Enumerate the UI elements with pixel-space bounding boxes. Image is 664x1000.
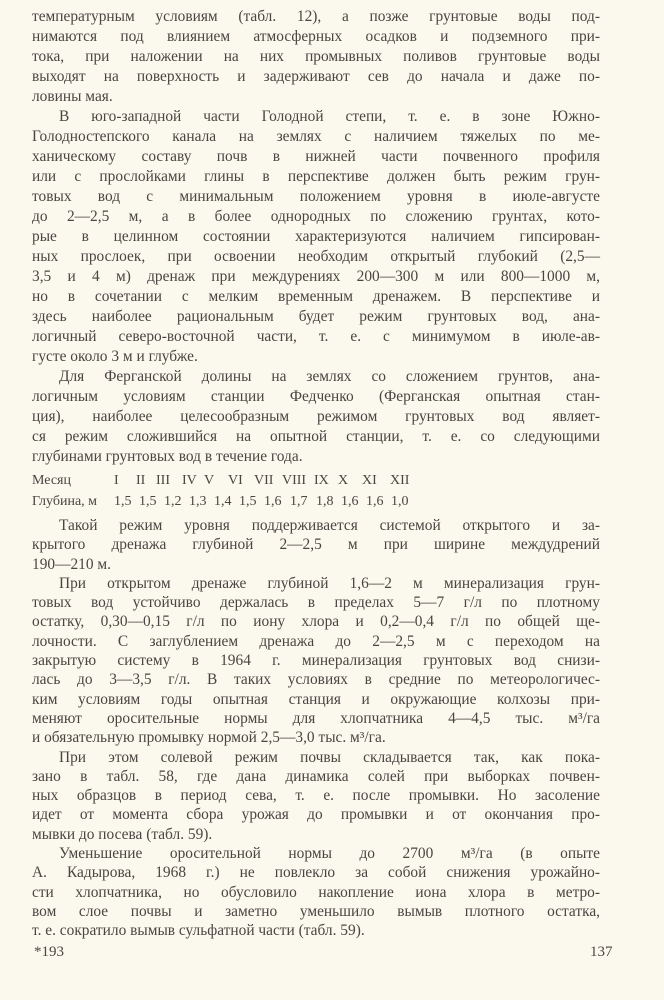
text-line: 3,5 и 4 м) дренаж при междурениях 200—300 м или 800—1000 м, <box>32 268 600 285</box>
page-number: 137 <box>590 944 613 960</box>
text-line: лась до 3—3,5 г/л. В таких условиях в средние по метеорологичес- <box>32 671 600 689</box>
depth-cell: 1,0 <box>391 494 409 509</box>
text-line: логичным условиям станции Федченко (Ферганская опытная стан- <box>32 388 600 405</box>
text-line: идет от момента сбора урожая до промывки и от окончания про- <box>32 806 600 824</box>
text-line: товых вод устойчиво держалась в пределах 5—7 г/л по плотному <box>32 594 600 612</box>
text-line: В юго-западной части Голодной степи, т. е. в зоне Южно- <box>59 108 600 125</box>
text-line: А. Кадырова, 1968 г.) не повлекло за собой снижения урожайно- <box>32 864 600 882</box>
text-line: тока, при наложении на них промывных поливов грунтовые воды <box>32 48 600 65</box>
month-cell: XI <box>362 473 377 488</box>
text-line: вом слое почвы и заметно уменьшило вымыв плотного остатка, <box>32 902 600 920</box>
text-line: зано в табл. 58, где дана динамика солей при выборках почвен- <box>32 767 600 785</box>
text-line: до 2—2,5 м, а в более однородных по сложению грунтах, кото- <box>32 208 600 225</box>
depth-cell: 1,6 <box>341 494 359 509</box>
text-line: товых вод с минимальным положением уровня в июле-августе <box>32 188 600 205</box>
text-line: крытого дренажа глубиной 2—2,5 м при ширине междудрений <box>32 536 600 554</box>
text-line: нимаются под влиянием атмосферных осадков и подземного при- <box>32 28 600 45</box>
text-line: остатку, 0,30—0,15 г/л по иону хлора и 0,2—0,4 г/л по общей ще- <box>32 613 600 631</box>
depth-cell: 1,7 <box>290 494 308 509</box>
text-line: ных образцов в период сева, т. е. после промывки. Но засоление <box>32 787 600 805</box>
table-row-label: Глубина, м <box>32 494 98 509</box>
text-line: Уменьшение оросительной нормы до 2700 м³/га (в опыте <box>59 845 600 863</box>
depth-cell: 1,2 <box>164 494 182 509</box>
text-line: меняют оросительные нормы для хлопчатника 4—4,5 тыс. м³/га <box>32 709 600 727</box>
month-cell: IV <box>182 473 197 488</box>
month-cell: XII <box>390 473 410 488</box>
text-line: но в сочетании с мелким временным дренажем. В перспективе и <box>32 288 600 305</box>
text-line: или с прослойками глины в перспективе должен быть режим грун- <box>32 168 600 185</box>
depth-cell: 1,3 <box>189 494 207 509</box>
depth-cell: 1,6 <box>264 494 282 509</box>
table-row-months <box>32 470 600 491</box>
text-line: При открытом дренаже глубиной 1,6—2 м минерализация грун- <box>59 574 600 592</box>
text-line: сти хлопчатника, но обусловило накопление иона хлора в метро- <box>32 883 600 901</box>
table-row-depths <box>32 491 600 512</box>
month-cell: VII <box>254 473 274 488</box>
depth-cell: 1,8 <box>316 494 334 509</box>
text-line: здесь наиболее рациональным будет режим грунтовых вод, ана- <box>32 308 600 325</box>
month-cell: IX <box>314 473 329 488</box>
text-line: и обязательную промывку нормой 2,5—3,0 тыс. м³/га. <box>32 729 386 747</box>
text-line: мывки до посева (табл. 59). <box>32 825 213 843</box>
month-cell: I <box>114 473 119 488</box>
text-line: выходят на поверхность и задерживают сев до начала и даже по- <box>32 68 600 85</box>
depth-cell: 1,6 <box>366 494 384 509</box>
depth-cell: 1,5 <box>114 494 132 509</box>
text-line: густе около 3 м и глубже. <box>32 348 198 365</box>
text-line: Такой режим уровня поддерживается системой открытого и за- <box>59 517 600 534</box>
text-line: ханическому составу почв в нижней части почвенного профиля <box>32 148 600 165</box>
text-line: При этом солевой режим почвы складывается так, как пока- <box>59 748 600 766</box>
signature-mark: *193 <box>34 944 64 960</box>
text-line: ция), наиболее целесообразным режимом грунтовых вод являет- <box>32 408 600 425</box>
text-line: ким условиям годы опытная станция и окружающие колхозы при- <box>32 690 600 708</box>
text-line: ных прослоек, при освоении необходим открытый глубокий (2,5— <box>32 248 600 265</box>
text-line: температурным условиям (табл. 12), а позже грунтовые воды под- <box>32 8 600 25</box>
depth-cell: 1,5 <box>239 494 257 509</box>
month-cell: V <box>204 473 215 488</box>
month-cell: II <box>136 473 146 488</box>
text-line: Голодностепского канала на землях с наличием тяжелых по ме- <box>32 128 600 145</box>
text-line: 190—210 м. <box>32 555 111 573</box>
text-line: т. е. сократило вымыв сульфатной части (табл. 59). <box>32 922 365 940</box>
text-block-upper <box>32 7 600 467</box>
text-line: логичный северо-восточной части, т. е. с минимумом в июле-ав- <box>32 328 600 345</box>
text-block-lower <box>32 516 600 941</box>
page-body <box>32 7 600 941</box>
text-line: Для Ферганской долины на землях со сложением грунтов, ана- <box>59 368 600 385</box>
text-line: ловины мая. <box>32 88 113 105</box>
text-line: закрытую систему в 1964 г. минерализация грунтовых вод снизи- <box>32 652 600 670</box>
month-cell: VIII <box>282 473 307 488</box>
month-cell: X <box>338 473 349 488</box>
text-line: лочности. С заглублением дренажа до 2—2,5 м с переходом на <box>32 632 600 650</box>
text-line: рые в целинном состоянии характеризуются наличием гипсирован- <box>32 228 600 245</box>
text-line: ся режим сложившийся на опытной станции, т. е. со следующими <box>32 428 600 445</box>
depth-cell: 1,4 <box>214 494 232 509</box>
groundwater-depth-table <box>32 470 600 512</box>
text-line: глубинами грунтовых вод в течение года. <box>32 448 303 465</box>
depth-cell: 1,5 <box>139 494 157 509</box>
table-row-label: Месяц <box>32 473 71 488</box>
month-cell: VI <box>228 473 243 488</box>
month-cell: III <box>156 473 170 488</box>
